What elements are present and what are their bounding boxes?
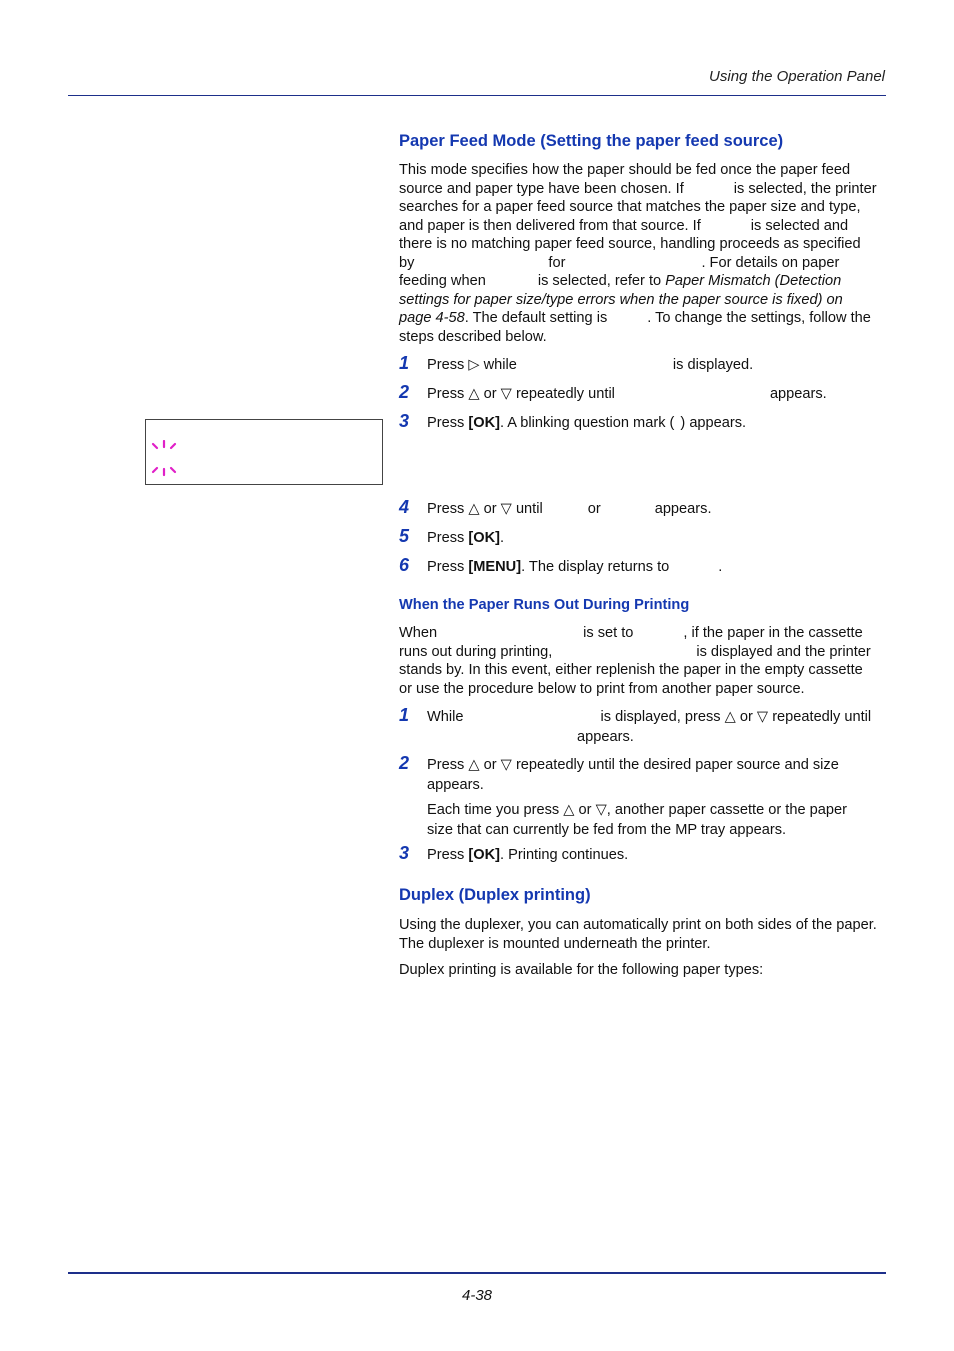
section-title-duplex: Duplex (Duplex printing) [399,886,591,904]
paper-feed-mode-description: This mode specifies how the paper should be fed once the paper feed source and paper type have been chosen. If is selected, the printer searches for a paper feed source that matches the paper size and type, and paper is then delivered from that source. If is selected and there is no matching paper feed source, handling proceeds as specified by for . For details on paper feeding when is selected, refer to Paper Mismatch (Detection settings for paper size/type errors when the paper source is fixed) on page 4-58. The default setting is . To change the settings, follow the steps described below. [399,162,877,345]
blinking-cursor-icon [150,440,178,462]
paper-runs-out-description: When is set to , if the paper in the cassette runs out during printing, is displayed and the printer stands by. In this event, either replenish the paper in the empty cassette or use the procedure below to print from another paper source. [399,625,871,697]
blinking-cursor-icon [150,462,178,484]
section-title-paper-feed-mode: Paper Feed Mode (Setting the paper feed source) [399,132,784,150]
duplex-description: Using the duplexer, you can automatically print on both sides of the paper. The duplexer is mounted underneath the printer. Duplex printing is available for the following paper types: [399,917,877,978]
header-rule [68,95,886,96]
operation-panel-display [145,419,383,485]
footer-rule [68,1272,886,1274]
section-title-paper-runs-out: When the Paper Runs Out During Printing [399,597,690,613]
page-number: 4-38 [461,1287,493,1304]
running-header: Using the Operation Panel [709,68,885,85]
